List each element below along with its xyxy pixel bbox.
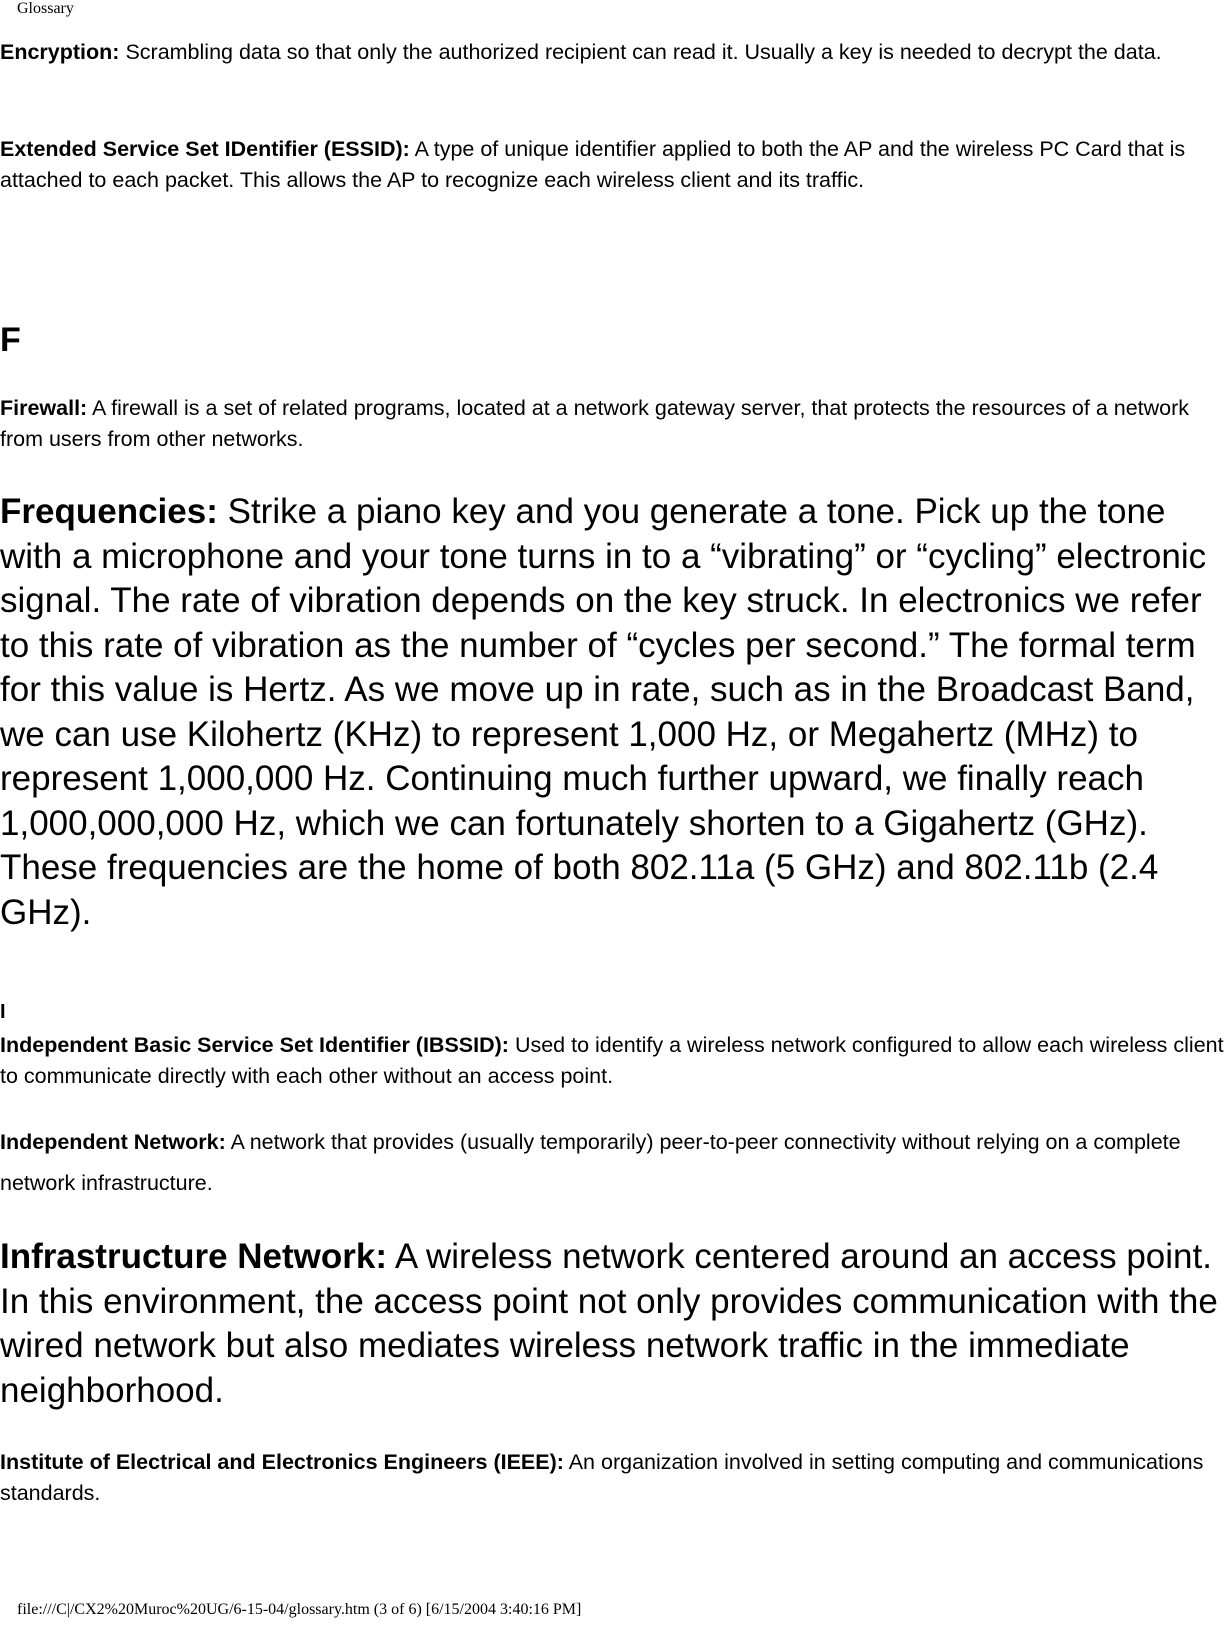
entry-term: Independent Network:: [0, 1130, 226, 1154]
entry-term: Independent Basic Service Set Identifier (IBSSID):: [0, 1033, 509, 1057]
entry-definition: Used to identify a wireless network configured to allow each wireless client to communicate directly with each other without an access point.: [0, 1033, 1224, 1088]
entry-definition: An organization involved in setting computing and communications standards.: [0, 1450, 1204, 1505]
entry-definition: A wireless network centered around an access point. In this environment, the access point not only provides communication with the wired network but also mediates wireless network traffic in the immediate neighborhood.: [0, 1237, 1218, 1410]
glossary-entry-ieee: [0, 1447, 1226, 1509]
page-footer-file-path: file:///C|/CX2%20Muroc%20UG/6-15-04/glossary.htm (3 of 6) [6/15/2004 3:40:16 PM]: [17, 1601, 582, 1618]
entry-definition: A firewall is a set of related programs, located at a network gateway server, that protects the resources of a network from users from other networks.: [0, 396, 1190, 451]
entry-definition: A network that provides (usually temporarily) peer-to-peer connectivity without relying on a complete network infrastructure.: [0, 1130, 1181, 1195]
entry-term: Institute of Electrical and Electronics Engineers (IEEE):: [0, 1450, 564, 1474]
glossary-entry-essid: [0, 134, 1226, 196]
entry-term: Frequencies:: [0, 492, 218, 531]
glossary-entry-encryption: [0, 37, 1226, 68]
page-header: Glossary: [17, 0, 74, 17]
glossary-entry-firewall: [0, 393, 1226, 455]
glossary-entry-infrastructure-network: [0, 1235, 1226, 1413]
entry-definition: A type of unique identifier applied to both the AP and the wireless PC Card that is attached to each packet. This allows the AP to recognize each wireless client and its traffic.: [0, 137, 1186, 192]
glossary-entry-ibssid: [0, 1030, 1226, 1092]
entry-definition: Strike a piano key and you generate a tone. Pick up the tone with a microphone and your tone turns in to a “vibrating” or “cycling” electronic signal. The rate of vibration depends on the key struck. In electronics we refer to this rate of vibration as the number of “cycles per second.” The formal term for this value is Hertz. As we move up in rate, such as in the Broadcast Band, we can use Kilohertz (KHz) to represent 1,000 Hz, or Megahertz (MHz) to represent 1,000,000 Hz. Continuing much further upward, we finally reach 1,000,000,000 Hz, which we can fortunately shorten to a Gigahertz (GHz). These frequencies are the home of both 802.11a (5 GHz) and 802.11b (2.4 GHz).: [0, 492, 1207, 932]
entry-term: Extended Service Set IDentifier (ESSID):: [0, 137, 410, 161]
entry-definition: Scrambling data so that only the authorized recipient can read it. Usually a key is needed to decrypt the data.: [125, 40, 1162, 64]
section-letter-i: I: [0, 1001, 6, 1023]
glossary-entry-frequencies: [0, 490, 1226, 935]
entry-term: Encryption:: [0, 40, 120, 64]
entry-term: Infrastructure Network:: [0, 1237, 388, 1276]
entry-term: Firewall:: [0, 396, 88, 420]
section-letter-f: F: [0, 321, 21, 359]
glossary-entry-independent-network: [0, 1122, 1226, 1204]
